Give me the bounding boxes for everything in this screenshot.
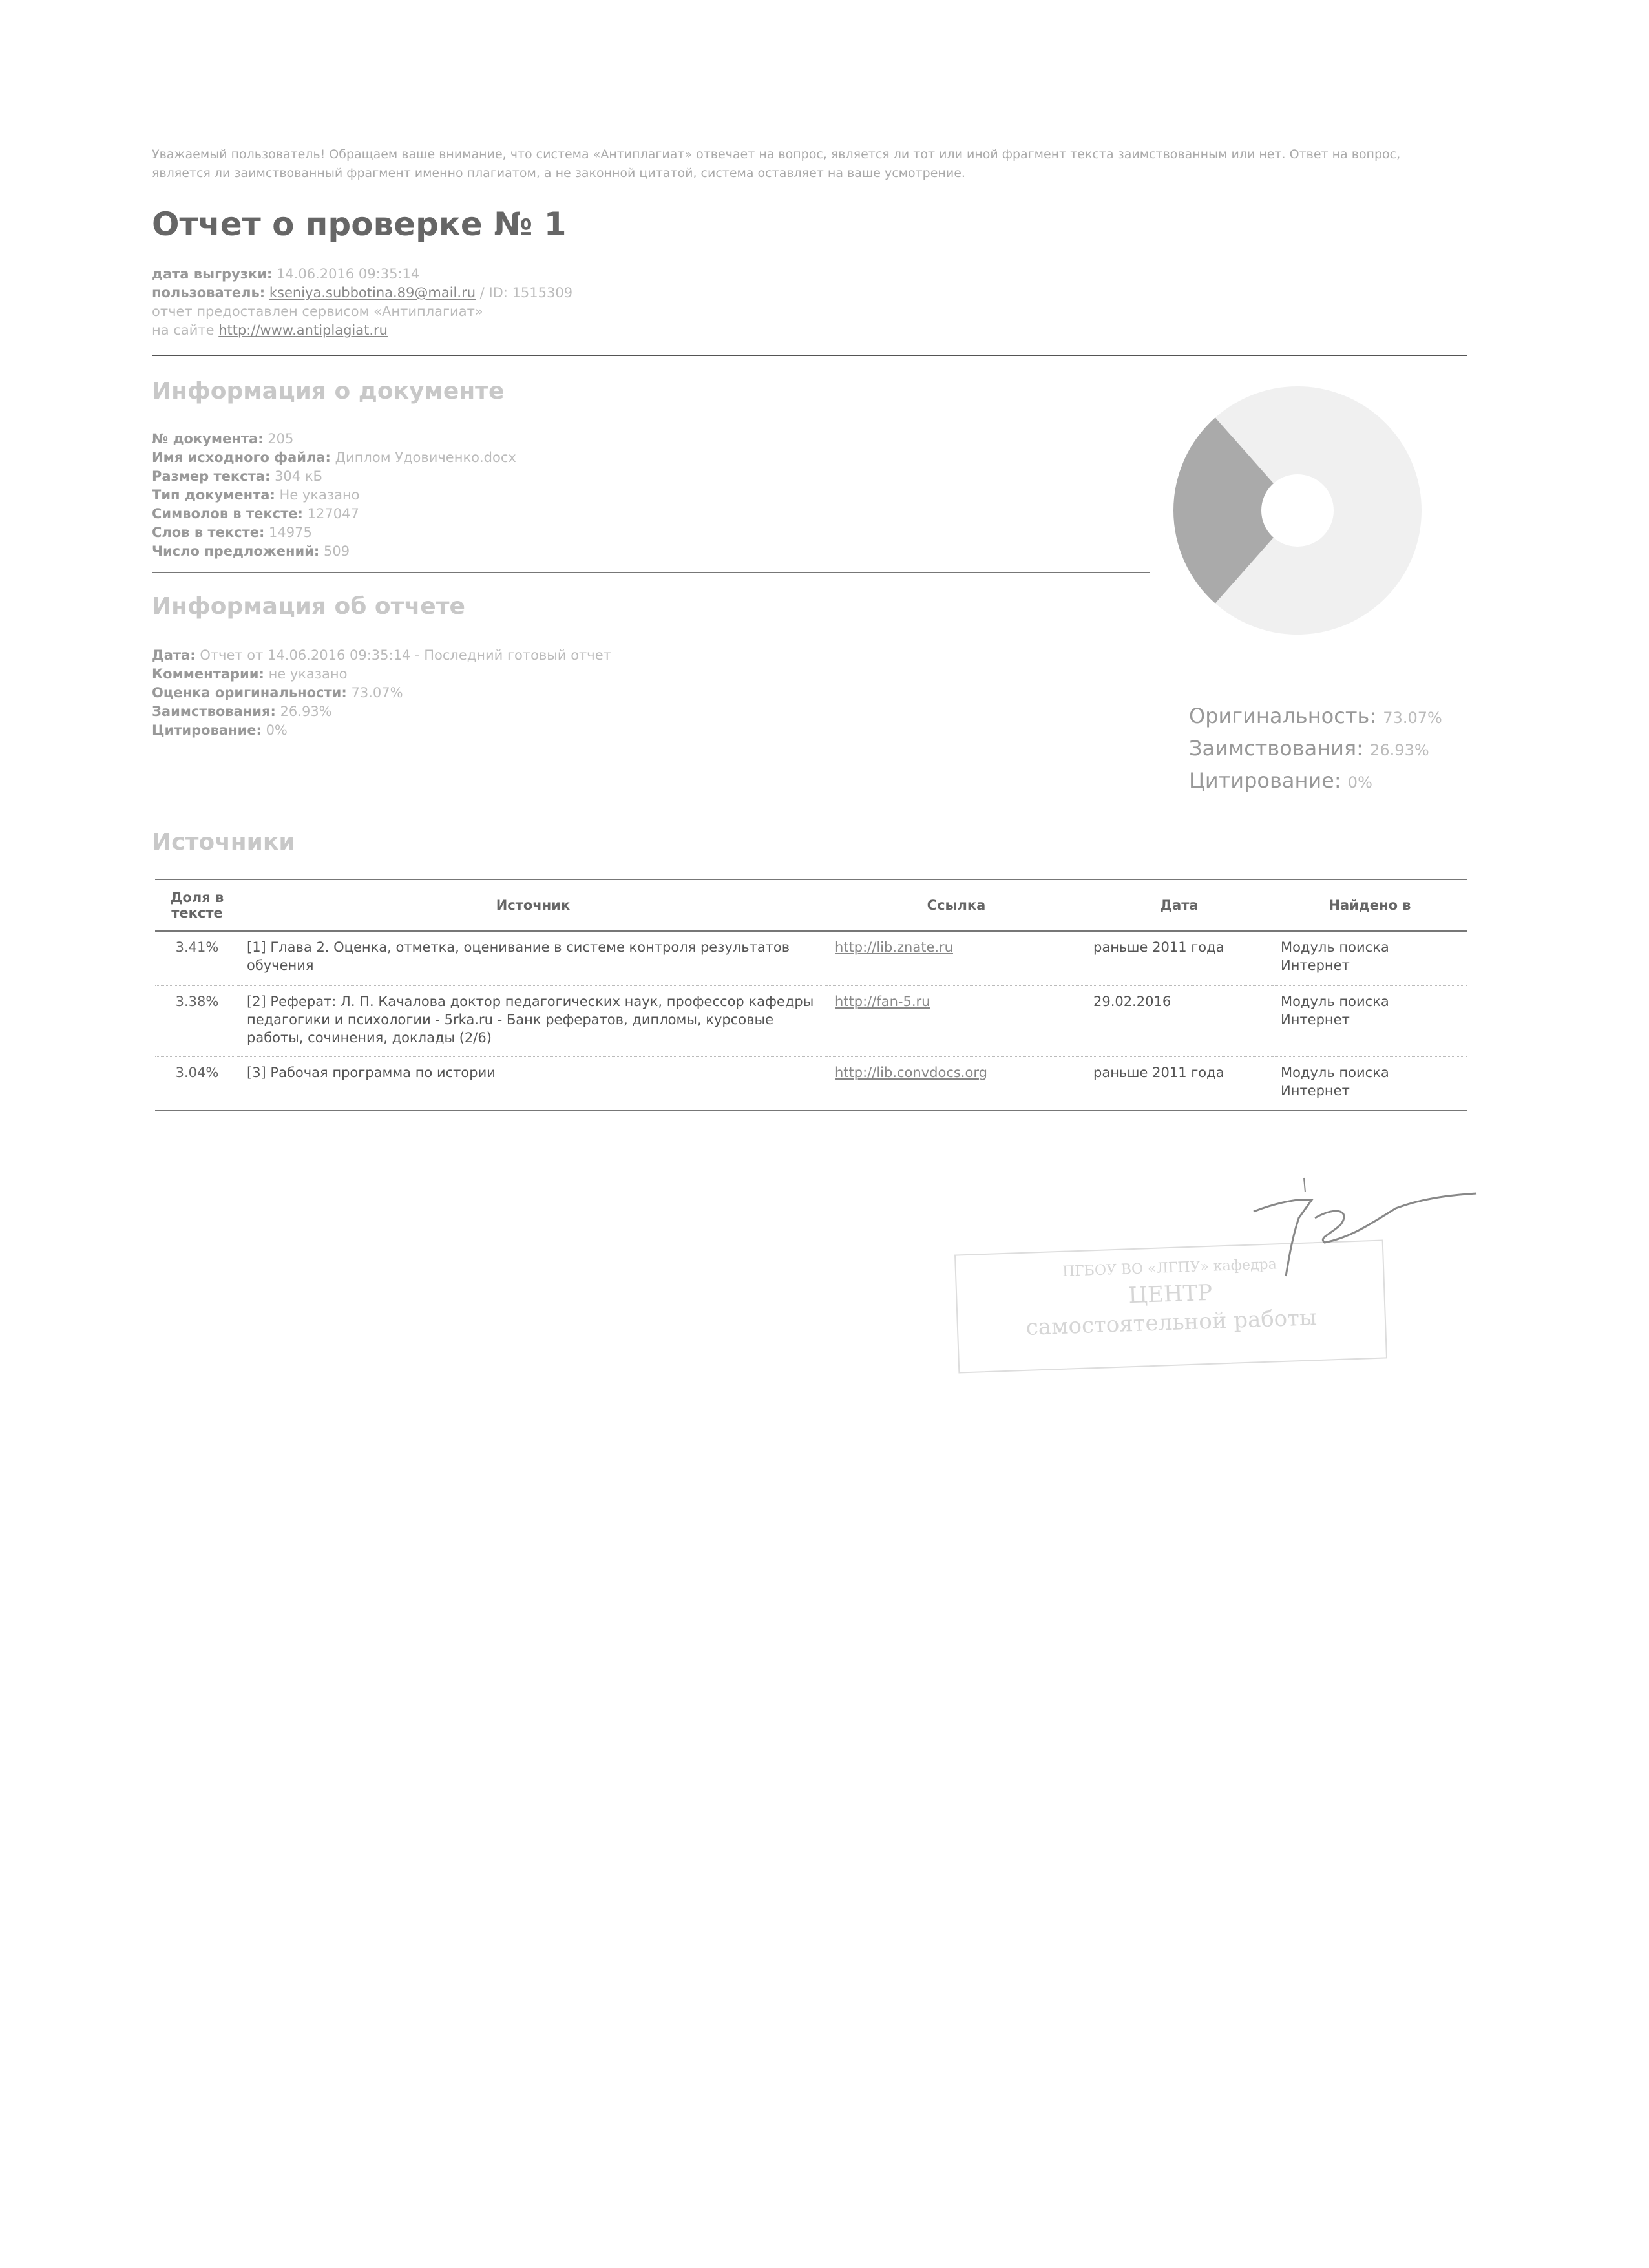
doc-info-value: 304 кБ bbox=[275, 468, 322, 484]
report-info-value: 0% bbox=[266, 722, 288, 738]
legend-borrowings bbox=[1189, 733, 1442, 766]
doc-info-heading: Информация о документе bbox=[152, 378, 505, 404]
source-share: 3.04% bbox=[155, 1056, 239, 1111]
legend-label: Оригинальность: bbox=[1189, 704, 1377, 728]
report-info-citations bbox=[152, 721, 611, 740]
doc-info-chars bbox=[152, 505, 516, 523]
legend-value: 73.07% bbox=[1383, 709, 1442, 727]
legend-label: Цитирование: bbox=[1189, 768, 1341, 793]
doc-info-label: Символов в тексте: bbox=[152, 506, 303, 521]
report-info-label: Оценка оригинальности: bbox=[152, 685, 347, 700]
doc-info-list bbox=[152, 430, 516, 561]
user-line bbox=[152, 284, 572, 302]
doc-info-size bbox=[152, 467, 516, 486]
source-link[interactable]: http://lib.znate.ru bbox=[835, 940, 953, 955]
doc-info-label: Размер текста: bbox=[152, 468, 271, 484]
report-info-value: Отчет от 14.06.2016 09:35:14 - Последний готовый отчет bbox=[200, 647, 611, 663]
doc-info-divider bbox=[152, 572, 1150, 573]
export-date-label: дата выгрузки: bbox=[152, 266, 273, 282]
doc-info-label: Число предложений: bbox=[152, 543, 320, 559]
site-link[interactable]: http://www.antiplagiat.ru bbox=[218, 322, 388, 338]
report-info-borrowings bbox=[152, 702, 611, 721]
doc-info-value: 14975 bbox=[269, 525, 312, 540]
table-row bbox=[155, 985, 1467, 1056]
doc-info-label: Имя исходного файла: bbox=[152, 450, 331, 465]
source-title: [3] Рабочая программа по истории bbox=[239, 1056, 827, 1111]
site-line bbox=[152, 321, 572, 340]
source-share: 3.38% bbox=[155, 985, 239, 1056]
legend-value: 26.93% bbox=[1370, 741, 1429, 759]
stamp-line: ПГБОУ ВО «ЛГПУ» кафедра bbox=[1062, 1256, 1277, 1280]
source-found-in: Модуль поиска Интернет bbox=[1273, 1056, 1467, 1111]
source-date: 29.02.2016 bbox=[1086, 985, 1273, 1056]
doc-info-value: Не указано bbox=[279, 487, 360, 503]
user-id: / ID: 1515309 bbox=[479, 285, 573, 300]
report-info-label: Дата: bbox=[152, 647, 196, 663]
table-row bbox=[155, 1056, 1467, 1111]
stamp-line: ЦЕНТР bbox=[1128, 1279, 1213, 1309]
notice-text: Уважаемый пользователь! Обращаем ваше внимание, что система «Антиплагиат» отвечает на вопрос, является ли тот или иной фрагмент текста заимствованным или нет. Ответ на вопрос, является ли заимствованный фрагмент именно плагиатом, а не законной цитатой, система оставляет на ваше усмотрение. bbox=[152, 147, 1401, 180]
user-email-link[interactable]: kseniya.subbotina.89@mail.ru bbox=[269, 285, 476, 300]
doc-info-label: Слов в тексте: bbox=[152, 525, 265, 540]
source-found-in: Модуль поиска Интернет bbox=[1273, 985, 1467, 1056]
legend-value: 0% bbox=[1347, 773, 1372, 792]
export-date-line bbox=[152, 265, 572, 284]
report-info-value: не указано bbox=[268, 666, 348, 682]
doc-info-words bbox=[152, 523, 516, 542]
pie-legend bbox=[1189, 701, 1442, 798]
report-info-date bbox=[152, 646, 611, 665]
source-found-in: Модуль поиска Интернет bbox=[1273, 931, 1467, 985]
user-label: пользователь: bbox=[152, 285, 266, 300]
report-info-heading: Информация об отчете bbox=[152, 593, 465, 620]
doc-info-value: Диплом Удовиченко.docx bbox=[335, 450, 516, 465]
stamp-line: самостоятельной работы bbox=[1025, 1305, 1318, 1341]
source-date: раньше 2011 года bbox=[1086, 1056, 1273, 1111]
sources-heading: Источники bbox=[152, 829, 295, 856]
report-meta bbox=[152, 265, 572, 340]
source-link-cell bbox=[827, 931, 1086, 985]
source-link-cell bbox=[827, 1056, 1086, 1111]
report-info-value: 26.93% bbox=[280, 704, 332, 719]
report-info-comments bbox=[152, 665, 611, 684]
source-share: 3.41% bbox=[155, 931, 239, 985]
sources-table bbox=[155, 879, 1467, 1111]
doc-info-value: 509 bbox=[323, 543, 350, 559]
doc-info-filename bbox=[152, 448, 516, 467]
report-info-label: Комментарии: bbox=[152, 666, 264, 682]
header-divider bbox=[152, 355, 1467, 356]
report-info-list bbox=[152, 646, 611, 740]
doc-info-label: Тип документа: bbox=[152, 487, 275, 503]
source-title: [2] Реферат: Л. П. Качалова доктор педагогических наук, профессор кафедры педагогики и психологии - 5rka.ru - Банк рефератов, дипломы, курсовые работы, сочинения, доклады (2/6) bbox=[239, 985, 827, 1056]
report-info-label: Цитирование: bbox=[152, 722, 262, 738]
doc-info-sentences bbox=[152, 542, 516, 561]
export-date-value: 14.06.2016 09:35:14 bbox=[277, 266, 420, 282]
col-header-found: Найдено в bbox=[1273, 879, 1467, 931]
sources-table-header bbox=[155, 879, 1467, 931]
table-row bbox=[155, 931, 1467, 985]
page-title: Отчет о проверке № 1 bbox=[152, 205, 567, 243]
signature-mark bbox=[1228, 1173, 1486, 1283]
pie-center-hole bbox=[1261, 474, 1334, 547]
doc-info-value: 205 bbox=[268, 431, 294, 446]
doc-info-type bbox=[152, 486, 516, 505]
source-link[interactable]: http://fan-5.ru bbox=[835, 993, 930, 1009]
report-info-label: Заимствования: bbox=[152, 704, 276, 719]
doc-info-value: 127047 bbox=[307, 506, 359, 521]
legend-label: Заимствования: bbox=[1189, 736, 1363, 761]
col-header-source: Источник bbox=[239, 879, 827, 931]
col-header-date: Дата bbox=[1086, 879, 1273, 931]
site-prefix: на сайте bbox=[152, 322, 215, 338]
report-info-value: 73.07% bbox=[351, 685, 403, 700]
source-date: раньше 2011 года bbox=[1086, 931, 1273, 985]
source-link[interactable]: http://lib.convdocs.org bbox=[835, 1064, 987, 1080]
service-line: отчет предоставлен сервисом «Антиплагиат» bbox=[152, 304, 483, 319]
source-link-cell bbox=[827, 985, 1086, 1056]
col-header-share: Доля в тексте bbox=[155, 879, 239, 931]
source-title: [1] Глава 2. Оценка, отметка, оценивание в системе контроля результатов обучения bbox=[239, 931, 827, 985]
legend-originality bbox=[1189, 701, 1442, 733]
doc-info-label: № документа: bbox=[152, 431, 264, 446]
originality-pie-chart bbox=[1168, 381, 1427, 640]
legend-citations bbox=[1189, 766, 1442, 798]
doc-info-number bbox=[152, 430, 516, 448]
col-header-link: Ссылка bbox=[827, 879, 1086, 931]
report-info-originality bbox=[152, 684, 611, 702]
